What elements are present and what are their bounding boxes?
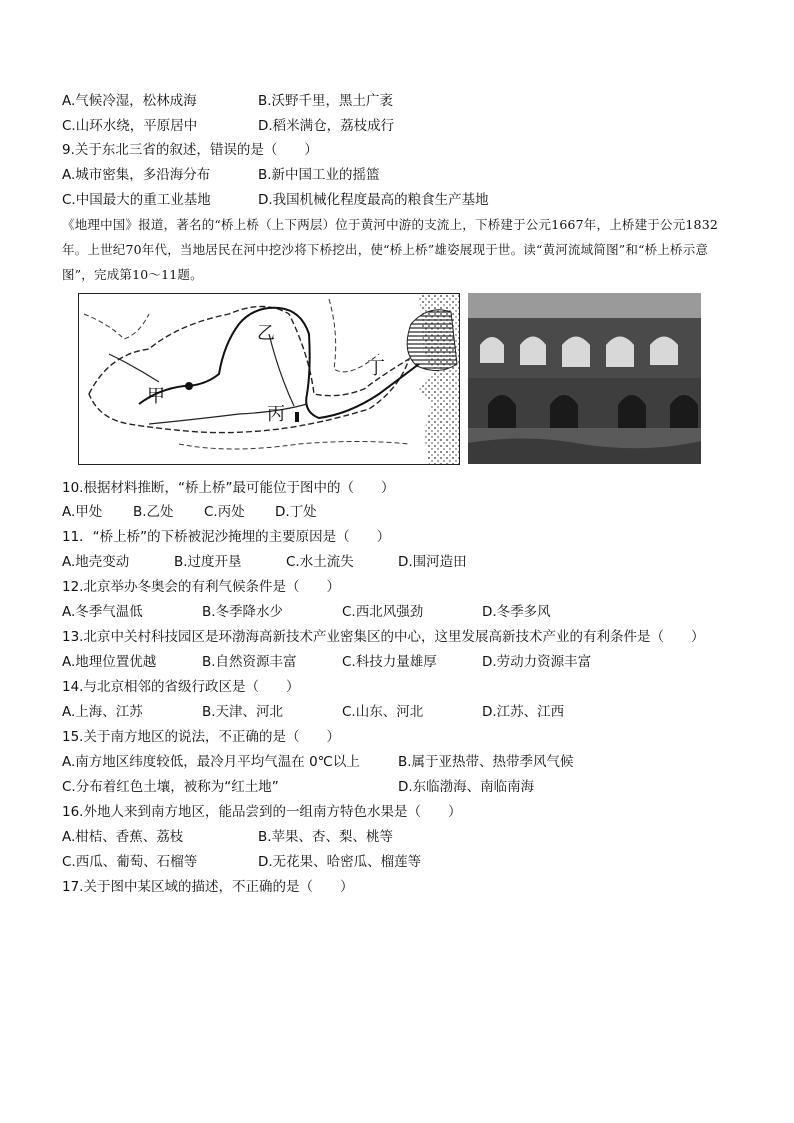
peninsula-hatched bbox=[407, 310, 457, 371]
q12-option-d: D.冬季多风 bbox=[482, 604, 551, 620]
q14-option-d: D.江苏、江西 bbox=[482, 704, 565, 720]
q11-stem: 11．“桥上桥”的下桥被泥沙掩埋的主要原因是（ ） bbox=[62, 529, 391, 545]
q16-option-b: B.苹果、杏、梨、桃等 bbox=[258, 829, 394, 845]
q16-option-c: C.西瓜、葡萄、石榴等 bbox=[62, 854, 198, 870]
q12-option-a: A.冬季气温低 bbox=[62, 604, 143, 620]
q15-option-a: A.南方地区纬度较低，最冷月平均气温在 0℃以上 bbox=[62, 754, 360, 770]
tributary-west bbox=[109, 354, 159, 382]
q12-option-b: B.冬季降水少 bbox=[202, 604, 284, 620]
q8-option-a: A.气候冷湿，松林成海 bbox=[62, 93, 197, 109]
q14-option-a: A.上海、江苏 bbox=[62, 704, 143, 720]
q16-option-d: D.无花果、哈密瓜、榴莲等 bbox=[258, 854, 422, 870]
yellow-river-basin-map bbox=[78, 293, 460, 465]
province-boundary-s bbox=[179, 442, 409, 450]
q9-option-a: A.城市密集，多沿海分布 bbox=[62, 167, 211, 183]
q13-option-c: C.科技力量雄厚 bbox=[342, 654, 437, 670]
q13-option-b: B.自然资源丰富 bbox=[202, 654, 297, 670]
q16-option-a: A.柑桔、香蕉、荔枝 bbox=[62, 829, 184, 845]
q11-option-d: D.围河造田 bbox=[398, 554, 467, 570]
q10-option-b: B.乙处 bbox=[133, 504, 174, 520]
q9-stem: 9.关于东北三省的叙述，错误的是（ ） bbox=[62, 142, 318, 158]
province-boundary-nw bbox=[84, 314, 149, 339]
q14-option-b: B.天津、河北 bbox=[202, 704, 284, 720]
tributary-fen bbox=[269, 334, 294, 406]
q14-stem: 14.与北京相邻的省级行政区是（ ） bbox=[62, 679, 300, 695]
q9-option-c: C.中国最大的重工业基地 bbox=[62, 192, 211, 208]
q10-option-c: C.丙处 bbox=[204, 504, 245, 520]
q13-option-d: D.劳动力资源丰富 bbox=[482, 654, 592, 670]
q17-stem: 17.关于图中某区域的描述，不正确的是（ ） bbox=[62, 879, 354, 895]
bridge-photo bbox=[468, 293, 701, 464]
q15-stem: 15.关于南方地区的说法，不正确的是（ ） bbox=[62, 729, 340, 745]
reading-material-paragraph: 《地理中国》报道，著名的“桥上桥（上下两层）位于黄河中游的支流上，下桥建于公元1667年，上桥建于公元1832年。上世纪70年代，当地居民在河中挖沙将下桥挖出，使“桥上桥”雄姿展现于世。读“黄河流域简图”和“桥上桥示意图”，完成第10～11题。 bbox=[62, 217, 719, 282]
q16-stem: 16.外地人来到南方地区，能品尝到的一组南方特色水果是（ ） bbox=[62, 804, 462, 820]
map-label-ding: 丁 bbox=[367, 358, 385, 379]
q11-option-b: B.过度开垦 bbox=[174, 554, 242, 570]
q10-stem: 10.根据材料推断，“桥上桥”最可能位于图中的（ ） bbox=[62, 480, 395, 496]
q14-option-c: C.山东、河北 bbox=[342, 704, 424, 720]
q8-option-b: B.沃野千里，黑土广袤 bbox=[258, 93, 394, 109]
bridge-marker bbox=[295, 412, 299, 422]
map-label-bing: 丙 bbox=[267, 404, 285, 425]
q13-stem: 13.北京中关村科技园区是环渤海高新技术产业密集区的中心，这里发展高新技术产业的有利条件是（ ） bbox=[62, 629, 705, 645]
q15-option-d: D.东临渤海、南临南海 bbox=[398, 779, 535, 795]
map-drawing bbox=[79, 294, 459, 464]
q12-stem: 12.北京举办冬奥会的有利气候条件是（ ） bbox=[62, 579, 340, 595]
q10-option-d: D.丁处 bbox=[275, 504, 317, 520]
q10-option-a: A.甲处 bbox=[62, 504, 103, 520]
q9-option-d: D.我国机械化程度最高的粮食生产基地 bbox=[258, 192, 489, 208]
q11-option-a: A.地壳变动 bbox=[62, 554, 130, 570]
bridge-photo-drawing bbox=[468, 293, 701, 464]
q15-option-c: C.分布着红色土壤，被称为“红土地” bbox=[62, 779, 279, 795]
q12-option-c: C.西北风强劲 bbox=[342, 604, 424, 620]
q11-option-c: C.水土流失 bbox=[286, 554, 354, 570]
q13-option-a: A.地理位置优越 bbox=[62, 654, 157, 670]
q9-option-b: B.新中国工业的摇篮 bbox=[258, 167, 380, 183]
q8-option-d: D.稻米满仓，荔枝成行 bbox=[258, 118, 395, 134]
q8-option-c: C.山环水绕，平原居中 bbox=[62, 118, 198, 134]
city-marker bbox=[185, 382, 193, 390]
map-label-yi: 乙 bbox=[257, 323, 275, 344]
map-label-jia: 甲 bbox=[147, 386, 165, 407]
q15-option-b: B.属于亚热带、热带季风气候 bbox=[398, 754, 574, 770]
